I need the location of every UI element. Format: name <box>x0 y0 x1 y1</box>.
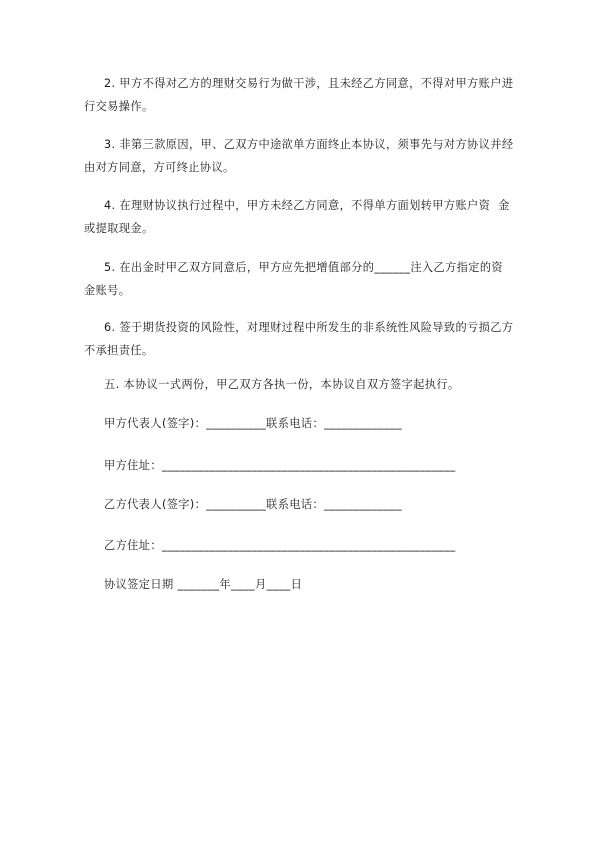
party-b-address-line: 乙方住址：_________________________________________________ <box>104 539 456 552</box>
party-a-address-line: 甲方住址：_________________________________________________ <box>104 459 456 472</box>
party-b-representative-line: 乙方代表人(签字)：__________联系电话：_____________ <box>104 498 403 511</box>
clause-2: 2. 甲方不得对乙方的理财交易行为做干涉，且未经乙方同意，不得对甲方账户进行交易操作。 <box>84 77 514 113</box>
clause-5: 5. 在出金时甲乙双方同意后，甲方应先把增值部分的______注入乙方指定的资金账号。 <box>84 261 504 297</box>
clause-3: 3. 非第三款原因，甲、乙双方中途欲单方面终止本协议，须事先与对方协议并经由对方同意，方可终止协议。 <box>84 138 514 174</box>
clause-6: 6. 签于期货投资的风险性，对理财过程中所发生的非系统性风险导致的亏损乙方不承担责任。 <box>84 321 514 357</box>
sign-date-line: 协议签定日期 _______年____月____日 <box>104 578 303 591</box>
party-a-representative-line: 甲方代表人(签字)：__________联系电话：_____________ <box>104 417 403 430</box>
clause-4: 4. 在理财协议执行过程中，甲方未经乙方同意，不得单方面划转甲方账户资 金或提取现金。 <box>84 199 510 235</box>
section-five: 五. 本协议一式两份，甲乙双方各执一份，本协议自双方签字起执行。 <box>104 378 460 391</box>
